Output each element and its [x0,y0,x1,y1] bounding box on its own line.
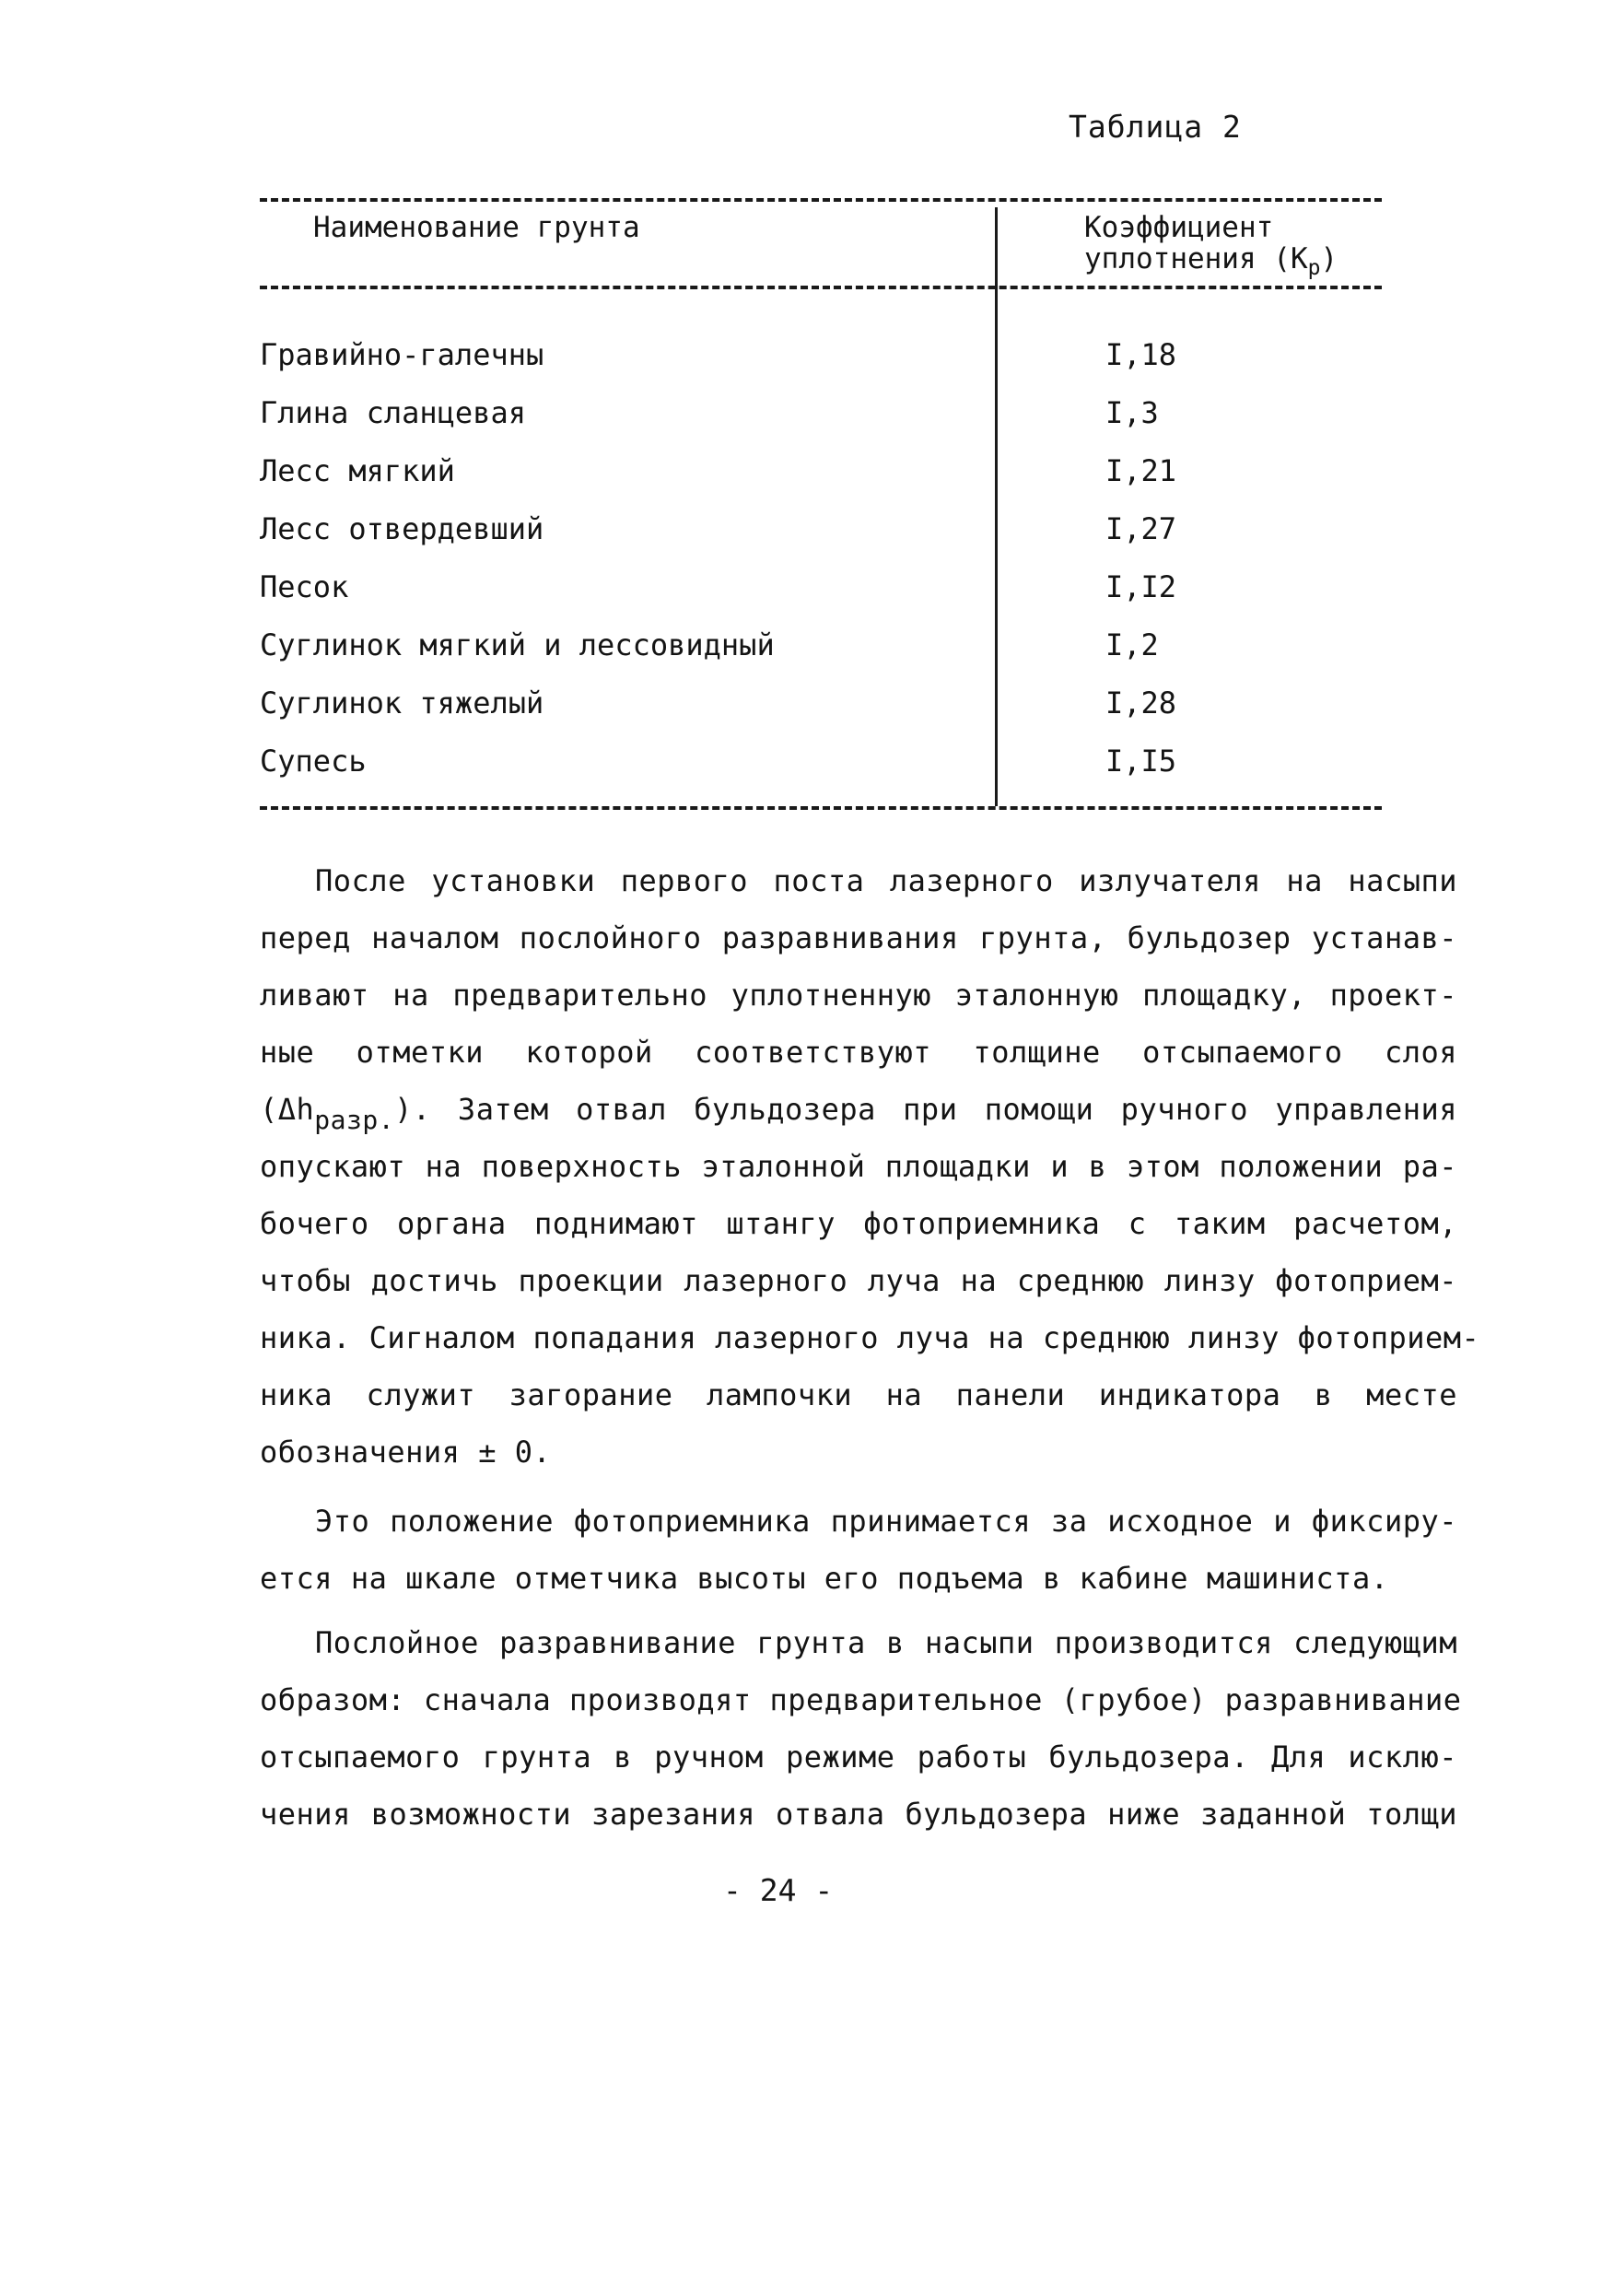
text-line: опускают на поверхность эталонной площадки и в этом положении ра- [260,1149,1457,1184]
table-bottom-rule [260,806,1382,810]
text-line: отсыпаемого грунта в ручном режиме работы бульдозера. Для исклю- [260,1740,1457,1775]
table-cell-coefficient: I,21 [1105,453,1177,488]
text-line: бочего органа поднимают штангу фотоприемника с таким расчетом, [260,1206,1457,1241]
text-line: ливают на предварительно уплотненную эталонную площадку, проект- [260,978,1457,1013]
header-coefficient-line1: Коэффициент [1084,211,1274,244]
table-cell-coefficient: I,27 [1105,511,1177,546]
text-line: ется на шкале отметчика высоты его подъема в кабине машиниста. [260,1561,1389,1596]
table-cell-coefficient: I,I5 [1105,744,1177,779]
table-cell-soil: Песок [260,569,349,604]
text-line: чения возможности зарезания отвала бульдозера ниже заданной толщи [260,1797,1457,1832]
table-cell-coefficient: I,3 [1105,395,1159,430]
table-caption: Таблица 2 [1069,109,1242,145]
table-top-rule [260,198,1382,202]
header-coefficient-text: уплотнения (К [1084,242,1308,275]
text-line [260,1081,1457,1138]
paragraph [260,1493,1457,1607]
text-line: образом: сначала производят предварительное (грубое) разравнивание [260,1682,1462,1717]
text-line: Это положение фотоприемника принимается за исходное и фиксиру- [315,1504,1457,1539]
text-line: ника служит загорание лампочки на панели индикатора в месте [260,1377,1457,1412]
text-line: чтобы достичь проекции лазерного луча на среднюю линзу фотоприем- [260,1263,1457,1298]
header-coefficient-line2 [1084,243,1338,284]
paragraph [260,852,1480,1481]
text-line-rest: ). Затем отвал бульдозера при помощи ручного управления [394,1092,1457,1127]
text-line: перед началом послойного разравнивания грунта, бульдозер устанав- [260,920,1457,955]
text-line: обозначения ± 0. [260,1435,552,1470]
paragraph [260,1614,1462,1843]
table-column-divider [995,207,998,806]
header-coefficient [1084,212,1338,284]
page-number: - 24 - [723,1872,834,1908]
table-cell-soil: Глина сланцевая [260,395,526,430]
table-cell-coefficient: I,18 [1105,337,1177,372]
text-line: ника. Сигналом попадания лазерного луча на среднюю линзу фотоприем- [260,1320,1480,1355]
formula-subscript: разр. [314,1105,395,1135]
table-header-rule [260,286,1382,289]
table-cell-soil: Лесс мягкий [260,453,455,488]
table-cell-soil: Гравийно-галечны [260,337,544,372]
table-cell-coefficient: I,28 [1105,685,1177,720]
header-soil-name: Наименование грунта [313,211,640,244]
table-cell-soil: Лесс отвердевший [260,511,544,546]
table-cell-coefficient: I,I2 [1105,569,1177,604]
table-cell-soil: Суглинок тяжелый [260,685,544,720]
table-cell-soil: Суглинок мягкий и лессовидный [260,627,775,662]
text-line: ные отметки которой соответствуют толщине отсыпаемого слоя [260,1035,1457,1070]
text-line: Послойное разравнивание грунта в насыпи производится следующим [315,1625,1457,1660]
formula-delta-h: (Δh [260,1092,315,1127]
text-line: После установки первого поста лазерного излучателя на насыпи [315,863,1457,898]
table-cell-soil: Супесь [260,744,367,779]
header-coefficient-subscript: р [1307,256,1321,281]
header-coefficient-close: ) [1320,242,1338,275]
table-cell-coefficient: I,2 [1105,627,1159,662]
